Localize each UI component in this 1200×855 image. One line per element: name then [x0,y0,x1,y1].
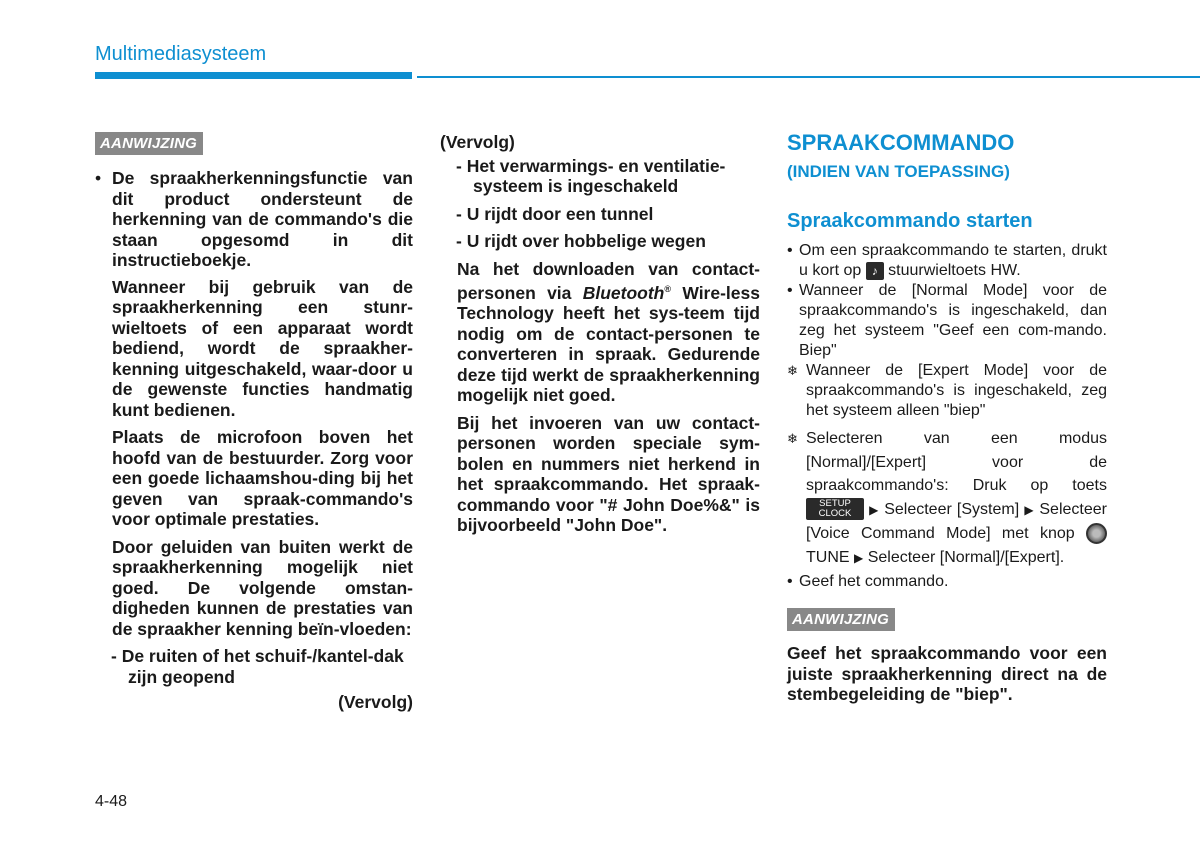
instruction-bullet: • Geef het commando. [787,572,1107,592]
instruction-note: ❄ Wanneer de [Expert Mode] voor de spraakcommando's is ingeschakeld, zeg het systeem alleen "biep" [787,361,1107,421]
note-paragraph: Wanneer bij gebruik van de spraakherkenning een stunr-wieltoets of een apparaat wordt bediend, wordt de spraakher-kenning uitgeschakeld, waar-door u de gewenste functies handmatig kunt bedienen. [112,276,413,420]
header-rule-thick [95,72,412,79]
page-number: 4-48 [95,793,128,810]
column-3 [787,130,1107,705]
tune-knob-icon [1086,523,1107,544]
section-title: Spraakcommando starten [787,210,1033,232]
note-paragraph: Geef het spraakcommando voor een juiste spraakherkenning direct na de stembegeleiding de "biep". [787,643,1107,704]
note-dash-item: - U rijdt over hobbelige wegen [456,231,706,251]
bluetooth-trademark: Bluetooth [582,282,665,303]
continued-label: (Vervolg) [440,132,515,152]
note-paragraph: Plaats de microfoon boven het hoofd van de bestuurder. Zorg voor een goede lichaamshou-ding bij het geven van spraak-commando's voor optimale prestaties. [112,427,413,529]
instruction-bullet: • Wanneer de [Normal Mode] voor de spraakcommando's is ingeschakeld, dan zeg het systeem "Geef een com-mando. Biep" [787,281,1107,361]
note-badge: AANWIJZING [787,608,895,631]
continued-label: (Vervolg) [338,692,413,712]
column-2 [440,132,760,536]
instruction-note: ❄ Selecteren van een modus [Normal]/[Expert] voor de spraakcommando's: Druk op toets SETUP CLOCK ▶ Selecteer [System] ▶ Selecteer [Voice Command Mode] met knop TUNE ▶ Selecteer [Normal]/[Expert]. [787,427,1107,570]
instruction-bullet: • Om een spraakcommando te starten, drukt u kort op ♪ stuurwieltoets HW. [787,241,1107,281]
note-paragraph: Na het downloaden van contact-personen via Bluetooth® Wire-less Technology heeft het sys-teem tijd nodig om de contact-personen te converteren in spraak. Gedurende deze tijd werkt de spraakherkenning mogelijk niet goed. [457,258,760,406]
section-subheading: (INDIEN VAN TOEPASSING) [787,162,1010,181]
header-rule-thin [417,76,1200,78]
note-paragraph: Bij het invoeren van uw contact-personen worden speciale sym-bolen en nummers niet herkend in het spraakcommando. Het spraak-commando voor "# John Doe%&" is bijvoorbeeld "John Doe". [457,412,760,536]
voice-command-icon: ♪ [866,262,884,280]
arrow-right-icon: ▶ [1024,502,1035,517]
arrow-right-icon: ▶ [869,502,880,517]
note-bullet: • De spraakherkenningsfunctie van dit product ondersteunt de herkenning van de commando's die staan opgesomd in dit instructieboekje. [95,168,413,271]
note-badge: AANWIJZING [95,132,203,155]
page-header-title: Multimediasysteem [95,43,267,65]
note-dash-item: - Het verwarmings- en ventilatie-systeem is ingeschakeld [456,155,726,196]
setup-clock-button-icon: SETUP CLOCK [806,498,864,520]
note-dash-item: - U rijdt door een tunnel [456,203,654,224]
column-1 [95,132,413,713]
section-heading: SPRAAKCOMMANDO [787,130,1015,155]
note-paragraph: Door geluiden van buiten werkt de spraakherkenning mogelijk niet goed. De volgende omstan-digheden kunnen de prestaties van de spraakher kenning beïn-vloeden: [112,536,413,639]
note-dash-item: - De ruiten of het schuif-/kantel-dak zijn geopend [111,646,404,687]
arrow-right-icon: ▶ [854,550,864,565]
